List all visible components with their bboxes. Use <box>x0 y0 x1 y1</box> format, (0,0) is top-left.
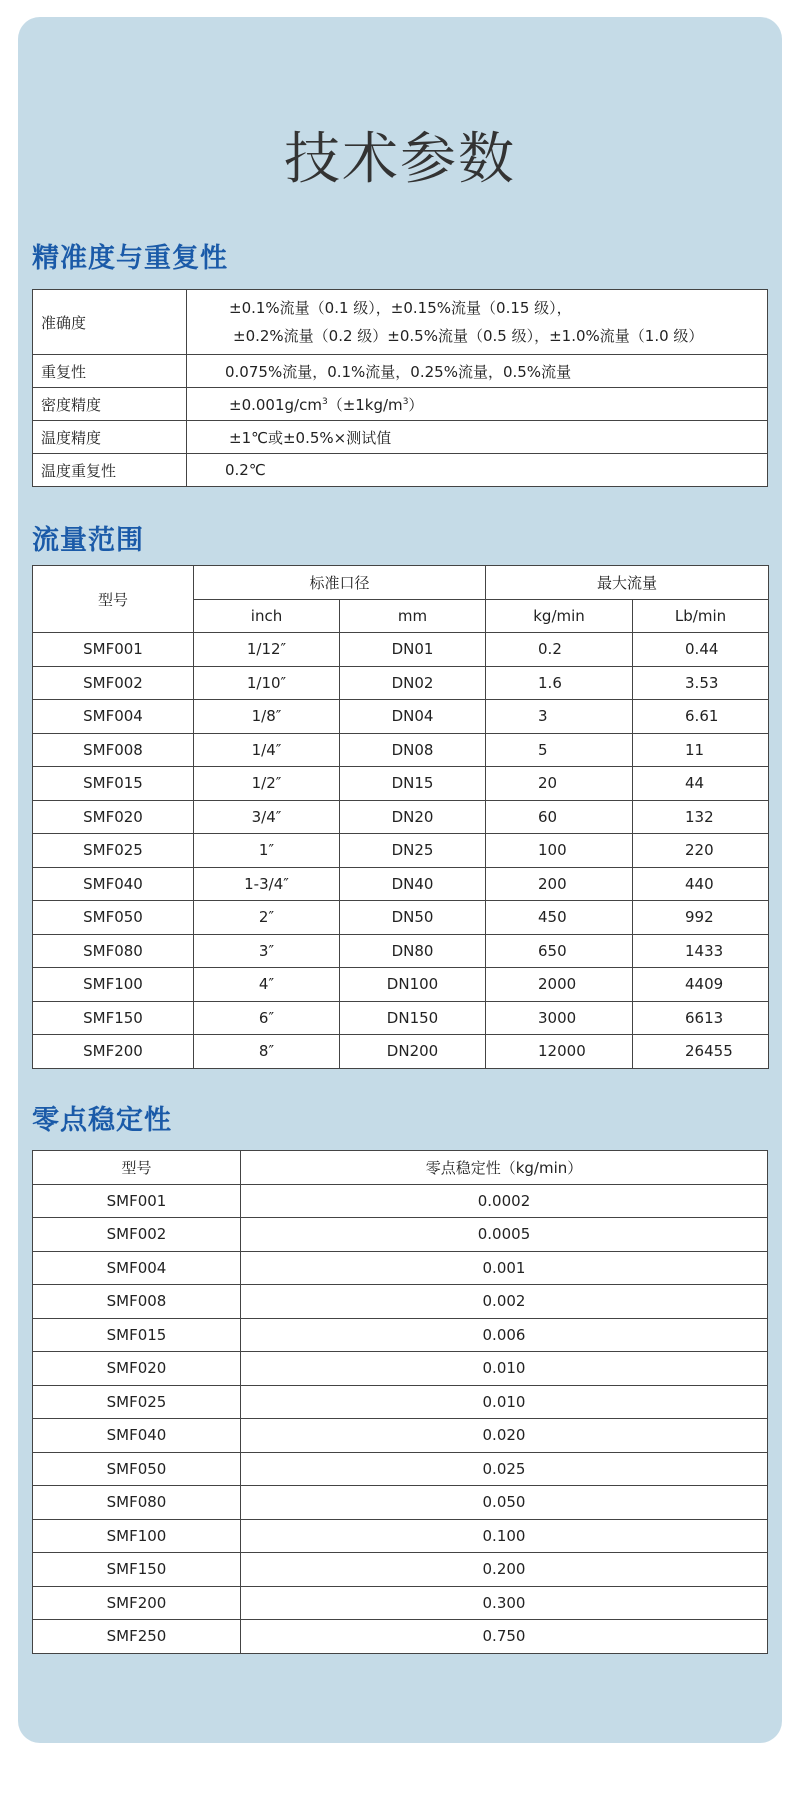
table-row <box>33 700 769 734</box>
cell-model: SMF025 <box>33 834 194 868</box>
cell-kg-min: 1.6 <box>486 666 633 700</box>
cell-model: SMF020 <box>33 800 194 834</box>
cell-model: SMF150 <box>33 1553 241 1587</box>
flow-body <box>33 633 769 1069</box>
row-value: 0.2℃ <box>187 454 768 487</box>
table-row <box>33 1486 768 1520</box>
cell-kg-min: 20 <box>486 767 633 801</box>
cell-model: SMF050 <box>33 901 194 935</box>
cell-lb-min: 992 <box>633 901 769 935</box>
table-row <box>33 666 769 700</box>
row-value: 0.075%流量，0.1%流量，0.25%流量，0.5%流量 <box>187 355 768 388</box>
flow-range-table <box>32 565 769 1069</box>
table-row <box>33 1452 768 1486</box>
cell-mm: DN80 <box>340 934 486 968</box>
table-row <box>33 1184 768 1218</box>
cell-kg-min: 2000 <box>486 968 633 1002</box>
cell-lb-min: 0.44 <box>633 633 769 667</box>
paren: ） <box>408 395 424 414</box>
cell-lb-min: 220 <box>633 834 769 868</box>
cell-model: SMF200 <box>33 1035 194 1069</box>
cell-kg-min: 450 <box>486 901 633 935</box>
density-value: ±0.001g/cm <box>229 395 322 414</box>
zero-body <box>33 1184 768 1653</box>
header-inch: inch <box>194 599 340 633</box>
cell-zero-stability: 0.010 <box>241 1385 768 1419</box>
table-row <box>33 1519 768 1553</box>
cell-model: SMF002 <box>33 1218 241 1252</box>
cell-lb-min: 11 <box>633 733 769 767</box>
cell-model: SMF015 <box>33 1318 241 1352</box>
cell-mm: DN100 <box>340 968 486 1002</box>
cell-model: SMF080 <box>33 934 194 968</box>
row-value: ±1℃或±0.5%×测试值 <box>187 421 768 454</box>
cell-lb-min: 440 <box>633 867 769 901</box>
cell-kg-min: 3 <box>486 700 633 734</box>
table-row <box>33 1352 768 1386</box>
cell-zero-stability: 0.300 <box>241 1586 768 1620</box>
table-row <box>33 800 769 834</box>
cell-lb-min: 6.61 <box>633 700 769 734</box>
cell-lb-min: 3.53 <box>633 666 769 700</box>
cell-inch: 1″ <box>194 834 340 868</box>
accuracy-table <box>32 289 768 487</box>
header-model: 型号 <box>33 1151 241 1185</box>
cell-zero-stability: 0.025 <box>241 1452 768 1486</box>
cell-lb-min: 26455 <box>633 1035 769 1069</box>
accuracy-line-1: ±0.1%流量（0.1 级），±0.15%流量（0.15 级）， <box>229 299 572 317</box>
cell-zero-stability: 0.200 <box>241 1553 768 1587</box>
row-label: 重复性 <box>33 355 187 388</box>
cell-model: SMF015 <box>33 767 194 801</box>
cell-model: SMF100 <box>33 1519 241 1553</box>
cell-kg-min: 200 <box>486 867 633 901</box>
cell-mm: DN150 <box>340 1001 486 1035</box>
cell-model: SMF200 <box>33 1586 241 1620</box>
cell-model: SMF001 <box>33 633 194 667</box>
table-row <box>33 1419 768 1453</box>
cell-model: SMF020 <box>33 1352 241 1386</box>
cell-lb-min: 6613 <box>633 1001 769 1035</box>
cell-inch: 8″ <box>194 1035 340 1069</box>
cell-zero-stability: 0.100 <box>241 1519 768 1553</box>
cell-zero-stability: 0.010 <box>241 1352 768 1386</box>
zero-heading: 零点稳定性 <box>32 1105 172 1136</box>
cell-zero-stability: 0.750 <box>241 1620 768 1654</box>
cell-model: SMF004 <box>33 700 194 734</box>
cell-lb-min: 4409 <box>633 968 769 1002</box>
cell-model: SMF008 <box>33 1285 241 1319</box>
cell-model: SMF100 <box>33 968 194 1002</box>
cell-kg-min: 650 <box>486 934 633 968</box>
cell-model: SMF080 <box>33 1486 241 1520</box>
table-row <box>33 934 769 968</box>
cell-zero-stability: 0.0005 <box>241 1218 768 1252</box>
cell-model: SMF150 <box>33 1001 194 1035</box>
cell-inch: 4″ <box>194 968 340 1002</box>
cell-kg-min: 5 <box>486 733 633 767</box>
header-max-flow: 最大流量 <box>486 566 769 600</box>
table-row <box>33 1586 768 1620</box>
cell-kg-min: 3000 <box>486 1001 633 1035</box>
table-row <box>33 733 769 767</box>
table-row <box>33 1285 768 1319</box>
cell-zero-stability: 0.020 <box>241 1419 768 1453</box>
row-value <box>187 290 768 355</box>
cell-inch: 1/10″ <box>194 666 340 700</box>
cell-inch: 3/4″ <box>194 800 340 834</box>
cell-zero-stability: 0.002 <box>241 1285 768 1319</box>
table-row <box>33 454 768 487</box>
table-row <box>33 1385 768 1419</box>
page-title: 技术参数 <box>284 126 516 192</box>
accuracy-line-2: ±0.2%流量（0.2 级）±0.5%流量（0.5 级），±1.0%流量（1.0 级） <box>233 327 704 345</box>
cell-model: SMF004 <box>33 1251 241 1285</box>
cell-mm: DN15 <box>340 767 486 801</box>
header-row <box>33 1151 768 1185</box>
row-label: 准确度 <box>33 290 187 355</box>
cell-kg-min: 0.2 <box>486 633 633 667</box>
table-row <box>33 1251 768 1285</box>
table-row <box>33 1001 769 1035</box>
cell-inch: 1/8″ <box>194 700 340 734</box>
table-row <box>33 1318 768 1352</box>
table-row <box>33 968 769 1002</box>
density-value-alt: （±1kg/m <box>327 395 403 414</box>
table-row <box>33 355 768 388</box>
table-row <box>33 1553 768 1587</box>
row-value <box>187 388 768 421</box>
header-zero-stability: 零点稳定性（kg/min） <box>241 1151 768 1185</box>
table-row <box>33 1218 768 1252</box>
header-row <box>33 566 769 600</box>
zero-stability-table <box>32 1150 768 1654</box>
cell-zero-stability: 0.001 <box>241 1251 768 1285</box>
cell-mm: DN40 <box>340 867 486 901</box>
table-row <box>33 1620 768 1654</box>
table-row <box>33 834 769 868</box>
cell-inch: 3″ <box>194 934 340 968</box>
row-label: 密度精度 <box>33 388 187 421</box>
header-bore: 标准口径 <box>194 566 486 600</box>
cell-model: SMF040 <box>33 1419 241 1453</box>
cell-inch: 2″ <box>194 901 340 935</box>
header-lb-min: Lb/min <box>633 599 769 633</box>
cell-model: SMF008 <box>33 733 194 767</box>
cell-lb-min: 44 <box>633 767 769 801</box>
cell-kg-min: 60 <box>486 800 633 834</box>
cell-mm: DN200 <box>340 1035 486 1069</box>
row-label: 温度精度 <box>33 421 187 454</box>
cell-inch: 6″ <box>194 1001 340 1035</box>
cell-mm: DN04 <box>340 700 486 734</box>
cell-model: SMF002 <box>33 666 194 700</box>
cell-inch: 1-3/4″ <box>194 867 340 901</box>
cell-mm: DN25 <box>340 834 486 868</box>
table-row <box>33 901 769 935</box>
flow-heading: 流量范围 <box>32 525 144 556</box>
cell-mm: DN01 <box>340 633 486 667</box>
cell-model: SMF250 <box>33 1620 241 1654</box>
cell-lb-min: 132 <box>633 800 769 834</box>
table-row <box>33 421 768 454</box>
cell-model: SMF050 <box>33 1452 241 1486</box>
cell-model: SMF001 <box>33 1184 241 1218</box>
table-row <box>33 867 769 901</box>
cell-model: SMF040 <box>33 867 194 901</box>
cell-mm: DN50 <box>340 901 486 935</box>
cell-kg-min: 12000 <box>486 1035 633 1069</box>
cell-inch: 1/12″ <box>194 633 340 667</box>
cell-lb-min: 1433 <box>633 934 769 968</box>
cell-mm: DN08 <box>340 733 486 767</box>
header-model: 型号 <box>33 566 194 633</box>
table-row <box>33 290 768 355</box>
cell-model: SMF025 <box>33 1385 241 1419</box>
table-row <box>33 1035 769 1069</box>
accuracy-heading: 精准度与重复性 <box>32 243 228 274</box>
superscript: 3 <box>402 396 409 407</box>
header-kg-min: kg/min <box>486 599 633 633</box>
table-row <box>33 767 769 801</box>
cell-inch: 1/2″ <box>194 767 340 801</box>
superscript: 3 <box>321 396 328 407</box>
cell-zero-stability: 0.0002 <box>241 1184 768 1218</box>
cell-mm: DN20 <box>340 800 486 834</box>
cell-zero-stability: 0.006 <box>241 1318 768 1352</box>
cell-zero-stability: 0.050 <box>241 1486 768 1520</box>
table-row <box>33 388 768 421</box>
cell-mm: DN02 <box>340 666 486 700</box>
row-label: 温度重复性 <box>33 454 187 487</box>
table-row <box>33 633 769 667</box>
header-mm: mm <box>340 599 486 633</box>
cell-inch: 1/4″ <box>194 733 340 767</box>
cell-kg-min: 100 <box>486 834 633 868</box>
